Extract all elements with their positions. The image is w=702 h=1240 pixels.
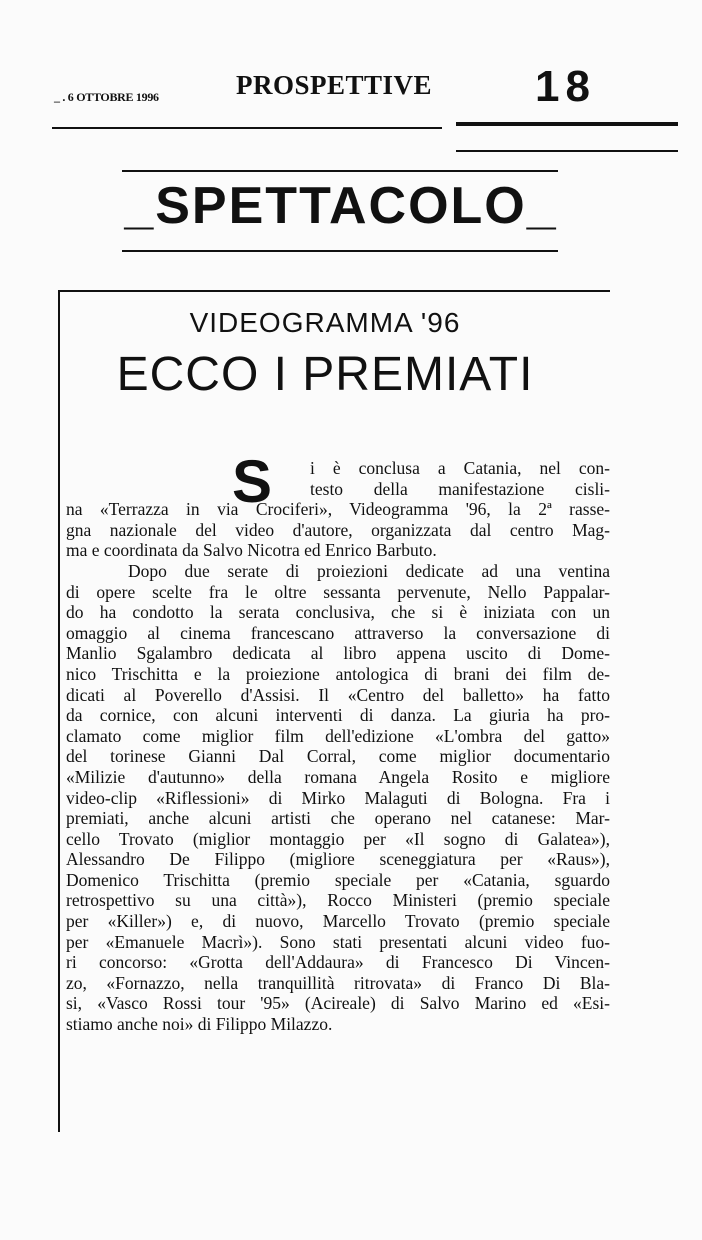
article-title: ECCO I PREMIATI: [116, 348, 534, 401]
text-line: zo, «Fornazzo, nella tranquillità ritrovata» di Franco Di Bla-: [66, 972, 610, 993]
text-line: Manlio Sgalambro dedicata al libro appena uscito di Dome-: [66, 643, 610, 664]
text-line: i è conclusa a Catania, nel con-: [310, 458, 610, 478]
text-line: per «Killer») e, di nuovo, Marcello Trovato (premio speciale: [66, 911, 610, 932]
issue-date: _ . 6 OTTOBRE 1996: [54, 90, 159, 104]
text-line: dicati al Poverello d'Assisi. Il «Centro del balletto» ha fatto: [66, 684, 610, 705]
header-rule-thin: [456, 150, 678, 152]
text-line: na «Terrazza in via Crociferi», Videogramma '96, la 2ª rasse-: [66, 499, 610, 520]
text-line: nico Trischitta e la proiezione antologica di brani dei film de-: [66, 663, 610, 684]
header-rule-right: [456, 122, 678, 126]
text-line: ri concorso: «Grotta dell'Addaura» di Francesco Di Vincen-: [66, 952, 610, 973]
text-line: retrospettivo su una città»), Rocco Ministeri (premio speciale: [66, 890, 610, 911]
text-line: del torinese Gianni Dal Corral, come miglior documentario: [66, 746, 610, 767]
text-line: stiamo anche noi» di Filippo Milazzo.: [66, 1014, 333, 1035]
text-line: Domenico Trischitta (premio speciale per «Catania, sguardo: [66, 869, 610, 890]
text-line: video-clip «Riflessioni» di Mirko Malaguti di Bologna. Fra i: [66, 787, 610, 808]
drop-cap: S: [232, 448, 273, 515]
article-body: [66, 448, 610, 1035]
article-kicker: VIDEOGRAMMA '96: [189, 307, 461, 338]
text-line: omaggio al cinema francescano attraverso la conversazione di: [66, 622, 610, 643]
text-line: si, «Vasco Rossi tour '95» (Acireale) di Salvo Marino ed «Esi-: [66, 993, 610, 1014]
section-name: PROSPETTIVE: [236, 70, 433, 100]
heading-rule-bottom: [122, 250, 558, 252]
text-line: da cornice, con alcuni interventi di danza. La giuria ha pro-: [66, 705, 610, 726]
section-heading: _SPETTACOLO_: [124, 177, 558, 235]
text-line: do ha condotto la serata conclusiva, che si è iniziata con un: [66, 602, 610, 623]
text-line: «Milizie d'autunno» della romana Angela Rosito e migliore: [66, 766, 610, 787]
text-line: premiati, anche alcuni artisti che operano nel catanese: Mar-: [66, 808, 610, 829]
text-line: per «Emanuele Macrì»). Sono stati presentati alcuni video fuo-: [66, 931, 610, 952]
header-rule-left: [52, 127, 442, 129]
text-line: gna nazionale del video d'autore, organizzata dal centro Mag-: [66, 519, 610, 540]
text-line: clamato come miglior film dell'edizione «L'ombra del gatto»: [66, 725, 610, 746]
text-line: testo della manifestazione cisli-: [310, 478, 610, 499]
text-line: Dopo due serate di proiezioni dedicate ad una ventina: [128, 560, 610, 581]
page-number: 18: [535, 62, 596, 111]
text-line: di opere scelte fra le oltre sessanta pervenute, Nello Pappalar-: [66, 581, 610, 602]
heading-rule-top: [122, 170, 558, 172]
text-line: Alessandro De Filippo (migliore sceneggiatura per «Raus»),: [66, 849, 610, 870]
text-line: cello Trovato (miglior montaggio per «Il sogno di Galatea»),: [66, 828, 610, 849]
text-line: ma e coordinata da Salvo Nicotra ed Enrico Barbuto.: [66, 540, 437, 561]
